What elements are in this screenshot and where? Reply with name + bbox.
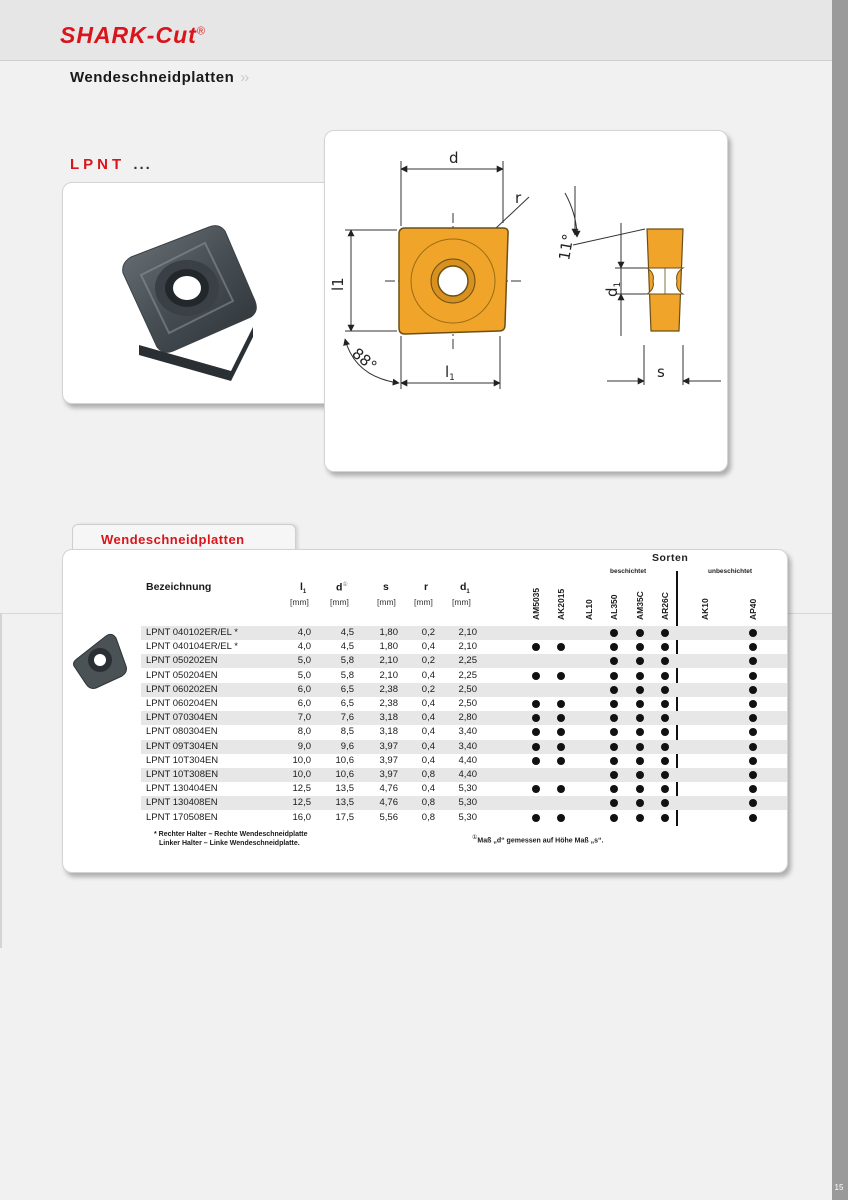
cell-l1: 5,0 [297, 669, 311, 681]
cell-r: 0,2 [421, 683, 435, 695]
availability-dot-ak2015 [557, 785, 565, 793]
cell-s: 1,80 [379, 627, 398, 638]
cell-d1: 4,40 [458, 754, 477, 766]
availability-dot-al350 [610, 714, 618, 722]
availability-dot-al350 [610, 757, 618, 765]
unit-s: [mm] [377, 597, 396, 607]
cell-l1: 9,0 [297, 740, 311, 752]
dim-label-angle-88: 88° [348, 344, 381, 376]
header-l1: $l_1$ [300, 581, 307, 596]
cell-bezeichnung: LPNT 050202EN [146, 655, 218, 667]
page-edge-strip [832, 0, 848, 1200]
header-d: d① [336, 581, 348, 594]
cell-d: 17,5 [335, 811, 354, 823]
table-tab-label: Wendeschneidplatten [101, 532, 245, 547]
cell-d: 4,5 [340, 641, 354, 653]
brand-suffix: Cut [155, 22, 197, 48]
brand-name: SHARK [60, 22, 147, 48]
cell-l1: 7,0 [297, 712, 311, 724]
availability-dot-am5035 [532, 643, 540, 651]
availability-dot-am5035 [532, 728, 540, 736]
cell-d1: 5,30 [458, 797, 477, 809]
cell-s: 3,97 [379, 754, 398, 766]
table-row [141, 711, 787, 725]
dim-label-s: s [657, 363, 665, 381]
footnote-left-line1: * Rechter Halter – Rechte Wendeschneidplatte [154, 831, 308, 838]
insert-photo-card [62, 182, 354, 404]
cell-r: 0,4 [421, 641, 435, 653]
grade-header-ap40: AP40 [748, 598, 758, 620]
footnote-left-line2: Linker Halter – Linke Wendeschneidplatte. [159, 840, 300, 847]
availability-dot-am35c [636, 629, 644, 637]
cell-d1: 2,50 [458, 683, 477, 695]
availability-dot-ak2015 [557, 728, 565, 736]
availability-dot-am5035 [532, 714, 540, 722]
table-row [141, 640, 787, 654]
cell-bezeichnung: LPNT 060204EN [146, 698, 218, 709]
grade-header-ak2015: AK2015 [556, 588, 566, 620]
cell-d1: 2,80 [458, 712, 477, 724]
unit-r: [mm] [414, 597, 433, 607]
cell-d: 10,6 [335, 769, 354, 780]
cell-s: 5,56 [379, 811, 398, 823]
cell-bezeichnung: LPNT 09T304EN [146, 740, 219, 752]
table-row [141, 654, 787, 668]
insert-thumbnail-image [72, 632, 130, 690]
left-margin-line [0, 613, 2, 948]
table-row [141, 725, 787, 739]
availability-dot-al350 [610, 771, 618, 779]
availability-dot-ak2015 [557, 814, 565, 822]
availability-dot-am35c [636, 714, 644, 722]
availability-dot-ap40 [749, 757, 757, 765]
grade-header-al10: AL10 [584, 599, 594, 620]
cell-l1: 10,0 [292, 769, 311, 780]
cell-d1: 2,10 [458, 641, 477, 653]
availability-dot-ap40 [749, 672, 757, 680]
cell-r: 0,4 [421, 754, 435, 766]
cell-r: 0,8 [421, 797, 435, 809]
availability-dot-am35c [636, 771, 644, 779]
availability-dot-ap40 [749, 785, 757, 793]
dim-label-angle-11: 11° [555, 232, 578, 262]
cell-l1: 4,0 [297, 627, 311, 638]
page-number: 15 [834, 1183, 844, 1192]
availability-dot-ar26c [661, 743, 669, 751]
brand-logo [60, 22, 206, 49]
availability-dot-ak2015 [557, 700, 565, 708]
cell-s: 4,76 [379, 797, 398, 809]
cell-bezeichnung: LPNT 10T308EN [146, 769, 219, 780]
table-row [141, 683, 787, 697]
dim-label-l1-vertical: l1 [329, 277, 347, 291]
cell-bezeichnung: LPNT 10T304EN [146, 754, 219, 766]
availability-dot-am5035 [532, 814, 540, 822]
availability-dot-ap40 [749, 714, 757, 722]
cell-d: 4,5 [340, 627, 354, 638]
availability-dot-al350 [610, 657, 618, 665]
availability-dot-ar26c [661, 757, 669, 765]
availability-dot-al350 [610, 686, 618, 694]
cell-l1: 8,0 [297, 726, 311, 738]
dim-label-r: r [515, 189, 522, 207]
table-row [141, 626, 787, 640]
cell-r: 0,4 [421, 783, 435, 795]
table-row [141, 697, 787, 711]
cell-d: 6,5 [340, 698, 354, 709]
cell-d1: 5,30 [458, 811, 477, 823]
cell-s: 2,10 [379, 669, 398, 681]
product-code-dots: ... [133, 156, 152, 173]
header-s: s [383, 581, 389, 593]
cell-d1: 2,10 [458, 627, 477, 638]
cell-l1: 12,5 [292, 797, 311, 809]
footnote-left [154, 830, 308, 848]
availability-dot-ar26c [661, 643, 669, 651]
availability-dot-am5035 [532, 672, 540, 680]
table-row [141, 782, 787, 796]
cell-l1: 10,0 [292, 754, 311, 766]
brand-separator: - [146, 22, 156, 48]
cell-r: 0,4 [421, 726, 435, 738]
dim-label-d: d [449, 149, 459, 167]
grade-header-am35c: AM35C [635, 591, 645, 620]
group-uncoated-label: unbeschichtet [708, 568, 753, 575]
cell-d1: 2,25 [458, 669, 477, 681]
cell-d: 9,6 [340, 740, 354, 752]
table-row [141, 740, 787, 754]
availability-dot-ak2015 [557, 757, 565, 765]
availability-dot-al350 [610, 814, 618, 822]
grade-header-ar26c: AR26C [660, 592, 670, 620]
availability-dot-ap40 [749, 686, 757, 694]
availability-dot-ap40 [749, 814, 757, 822]
cell-s: 3,97 [379, 740, 398, 752]
availability-dot-ar26c [661, 629, 669, 637]
availability-dot-al350 [610, 672, 618, 680]
availability-dot-am35c [636, 686, 644, 694]
cell-r: 0,4 [421, 740, 435, 752]
cell-d1: 5,30 [458, 783, 477, 795]
cell-d: 10,6 [335, 754, 354, 766]
header-r: r [424, 581, 429, 593]
availability-dot-ar26c [661, 700, 669, 708]
availability-dot-al350 [610, 743, 618, 751]
group-coated-label: beschichtet [610, 568, 647, 575]
cell-r: 0,2 [421, 627, 435, 638]
cell-d: 7,6 [340, 712, 354, 724]
availability-dot-am5035 [532, 757, 540, 765]
cell-bezeichnung: LPNT 040102ER/EL * [146, 627, 238, 638]
cell-s: 3,18 [379, 712, 398, 724]
product-code-text: LPNT [70, 156, 126, 173]
cell-d1: 2,25 [458, 655, 477, 667]
cell-bezeichnung: LPNT 170508EN [146, 811, 218, 823]
cell-bezeichnung: LPNT 060202EN [146, 683, 218, 695]
availability-dot-ar26c [661, 785, 669, 793]
availability-dot-al350 [610, 629, 618, 637]
cell-d: 5,8 [340, 655, 354, 667]
availability-dot-am35c [636, 728, 644, 736]
availability-dot-ap40 [749, 700, 757, 708]
table-row [141, 796, 787, 810]
cell-s: 2,38 [379, 698, 398, 709]
cell-bezeichnung: LPNT 050204EN [146, 669, 218, 681]
cell-d: 13,5 [335, 797, 354, 809]
availability-dot-ar26c [661, 728, 669, 736]
table-row [141, 669, 787, 683]
availability-dot-ar26c [661, 814, 669, 822]
cell-d1: 2,50 [458, 698, 477, 709]
cell-s: 3,18 [379, 726, 398, 738]
cell-d: 6,5 [340, 683, 354, 695]
cell-bezeichnung: LPNT 130408EN [146, 797, 218, 809]
availability-dot-am35c [636, 657, 644, 665]
cell-s: 2,10 [379, 655, 398, 667]
header-d1: $d_1$ [460, 581, 470, 596]
grades-heading: Sorten [652, 552, 689, 564]
availability-dot-ak2015 [557, 672, 565, 680]
footnote-right: ①Maß „d“ gemessen auf Höhe Maß „s“. [472, 835, 604, 845]
cell-d: 13,5 [335, 783, 354, 795]
cell-l1: 16,0 [292, 811, 311, 823]
chevron-right-icon: ›› [240, 69, 249, 86]
availability-dot-ak2015 [557, 643, 565, 651]
grade-header-ak10: AK10 [700, 598, 710, 620]
availability-dot-ap40 [749, 728, 757, 736]
unit-d: [mm] [330, 597, 349, 607]
cell-d: 5,8 [340, 669, 354, 681]
table-row [141, 768, 787, 782]
cell-r: 0,4 [421, 712, 435, 724]
technical-drawing [325, 131, 727, 471]
product-code [70, 156, 152, 173]
cell-l1: 4,0 [297, 641, 311, 653]
cell-bezeichnung: LPNT 040104ER/EL * [146, 641, 238, 653]
cell-s: 3,97 [379, 769, 398, 780]
cell-bezeichnung: LPNT 130404EN [146, 783, 218, 795]
availability-dot-al350 [610, 700, 618, 708]
availability-dot-ap40 [749, 643, 757, 651]
availability-dot-am35c [636, 785, 644, 793]
cell-d1: 3,40 [458, 740, 477, 752]
grade-header-am5035: AM5035 [531, 587, 541, 620]
availability-dot-al350 [610, 785, 618, 793]
unit-d1: [mm] [452, 597, 471, 607]
cell-r: 0,8 [421, 811, 435, 823]
unit-l1: [mm] [290, 597, 309, 607]
dim-label-l1-bottom: $l_1$ [445, 363, 455, 383]
availability-dot-ar26c [661, 799, 669, 807]
technical-drawing-card [324, 130, 728, 472]
availability-dot-am5035 [532, 785, 540, 793]
cell-s: 2,38 [379, 683, 398, 695]
availability-dot-ap40 [749, 771, 757, 779]
header-bezeichnung: Bezeichnung [146, 581, 212, 593]
availability-dot-am35c [636, 757, 644, 765]
availability-dot-ap40 [749, 743, 757, 751]
dim-label-d1: $d_1$ [603, 281, 623, 297]
insert-photo-image [63, 183, 353, 403]
cell-r: 0,4 [421, 669, 435, 681]
cell-s: 1,80 [379, 641, 398, 653]
cell-l1: 5,0 [297, 655, 311, 667]
availability-dot-am5035 [532, 743, 540, 751]
cell-bezeichnung: LPNT 080304EN [146, 726, 218, 738]
availability-dot-al350 [610, 643, 618, 651]
availability-dot-ak2015 [557, 714, 565, 722]
availability-dot-ar26c [661, 714, 669, 722]
cell-bezeichnung: LPNT 070304EN [146, 712, 218, 724]
section-title-text: Wendeschneidplatten [70, 69, 235, 86]
cell-d: 8,5 [340, 726, 354, 738]
availability-dot-am5035 [532, 700, 540, 708]
table-row [141, 754, 787, 768]
table-row [141, 811, 787, 825]
section-title [70, 69, 248, 86]
cell-l1: 6,0 [297, 683, 311, 695]
cell-l1: 12,5 [292, 783, 311, 795]
availability-dot-ar26c [661, 672, 669, 680]
availability-dot-ar26c [661, 686, 669, 694]
availability-dot-ar26c [661, 771, 669, 779]
cell-s: 4,76 [379, 783, 398, 795]
cell-r: 0,4 [421, 698, 435, 709]
cell-d1: 3,40 [458, 726, 477, 738]
availability-dot-ap40 [749, 799, 757, 807]
cell-r: 0,8 [421, 769, 435, 780]
availability-dot-am35c [636, 700, 644, 708]
availability-dot-ap40 [749, 629, 757, 637]
availability-dot-ap40 [749, 657, 757, 665]
availability-dot-am35c [636, 814, 644, 822]
cell-d1: 4,40 [458, 769, 477, 780]
grade-header-al350: AL350 [609, 594, 619, 620]
availability-dot-am35c [636, 743, 644, 751]
availability-dot-am35c [636, 799, 644, 807]
cell-l1: 6,0 [297, 698, 311, 709]
availability-dot-ak2015 [557, 743, 565, 751]
availability-dot-al350 [610, 799, 618, 807]
cell-r: 0,2 [421, 655, 435, 667]
availability-dot-al350 [610, 728, 618, 736]
availability-dot-am35c [636, 643, 644, 651]
availability-dot-ar26c [661, 657, 669, 665]
brand-registered: ® [196, 25, 206, 38]
availability-dot-am35c [636, 672, 644, 680]
